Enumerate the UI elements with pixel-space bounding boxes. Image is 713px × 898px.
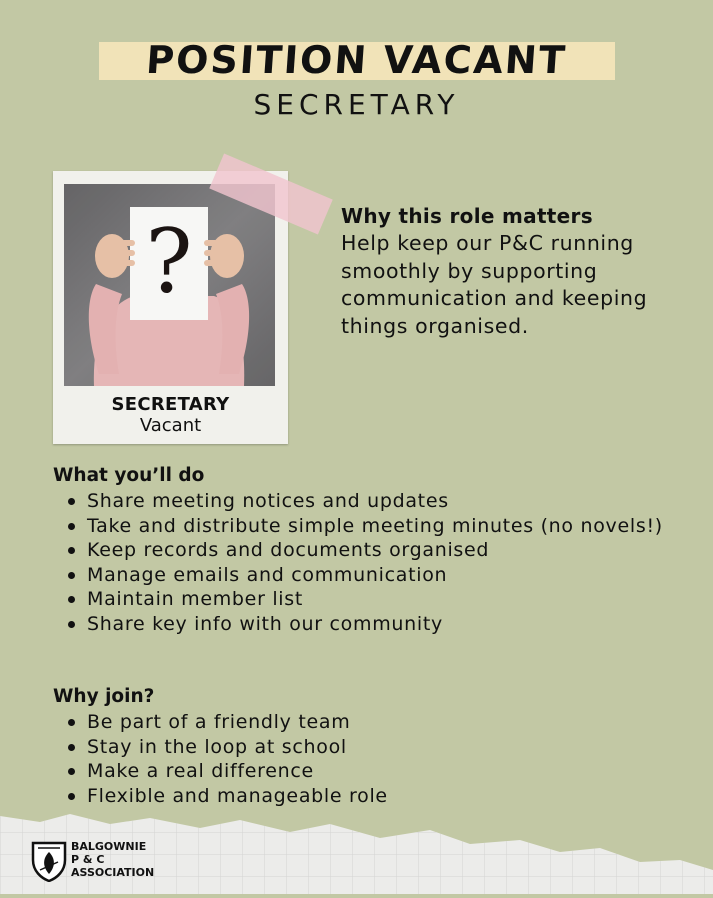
list-item: Share meeting notices and updates	[53, 489, 693, 514]
page-title: POSITION VACANT	[144, 38, 569, 82]
what-youll-do-heading: What you’ll do	[53, 465, 205, 486]
list-item: Take and distribute simple meeting minutes (no novels!)	[53, 514, 693, 539]
what-youll-do-section	[53, 463, 693, 636]
mystery-person-photo	[64, 184, 275, 386]
polaroid-status-label: Vacant	[139, 415, 202, 436]
polaroid-photo-card	[53, 171, 288, 444]
logo-line: BALGOWNIE	[71, 840, 147, 853]
list-item: Keep records and documents organised	[53, 538, 693, 563]
role-subtitle: SECRETARY	[253, 88, 460, 121]
polaroid-role-label: SECRETARY	[111, 394, 230, 415]
list-item: Manage emails and communication	[53, 563, 693, 588]
question-mark-glyph: ?	[145, 210, 193, 313]
logo-line: ASSOCIATION	[71, 866, 155, 879]
list-item: Flexible and manageable role	[53, 784, 693, 809]
list-item: Share key info with our community	[53, 612, 693, 637]
why-role-matters-heading: Why this role matters	[341, 204, 593, 228]
association-logo-text	[71, 840, 154, 879]
benefits-list	[53, 710, 693, 808]
list-item: Stay in the loop at school	[53, 735, 693, 760]
duties-list	[53, 489, 693, 636]
logo-line: P & C	[71, 853, 105, 866]
list-item: Be part of a friendly team	[53, 710, 693, 735]
why-role-matters-text: Help keep our P&C running smoothly by supporting communication and keeping things organised.	[341, 231, 648, 338]
why-join-heading: Why join?	[53, 686, 155, 707]
why-role-matters-block	[341, 203, 691, 340]
school-crest-icon	[30, 840, 68, 882]
why-join-section	[53, 684, 693, 808]
list-item: Make a real difference	[53, 759, 693, 784]
list-item: Maintain member list	[53, 587, 693, 612]
